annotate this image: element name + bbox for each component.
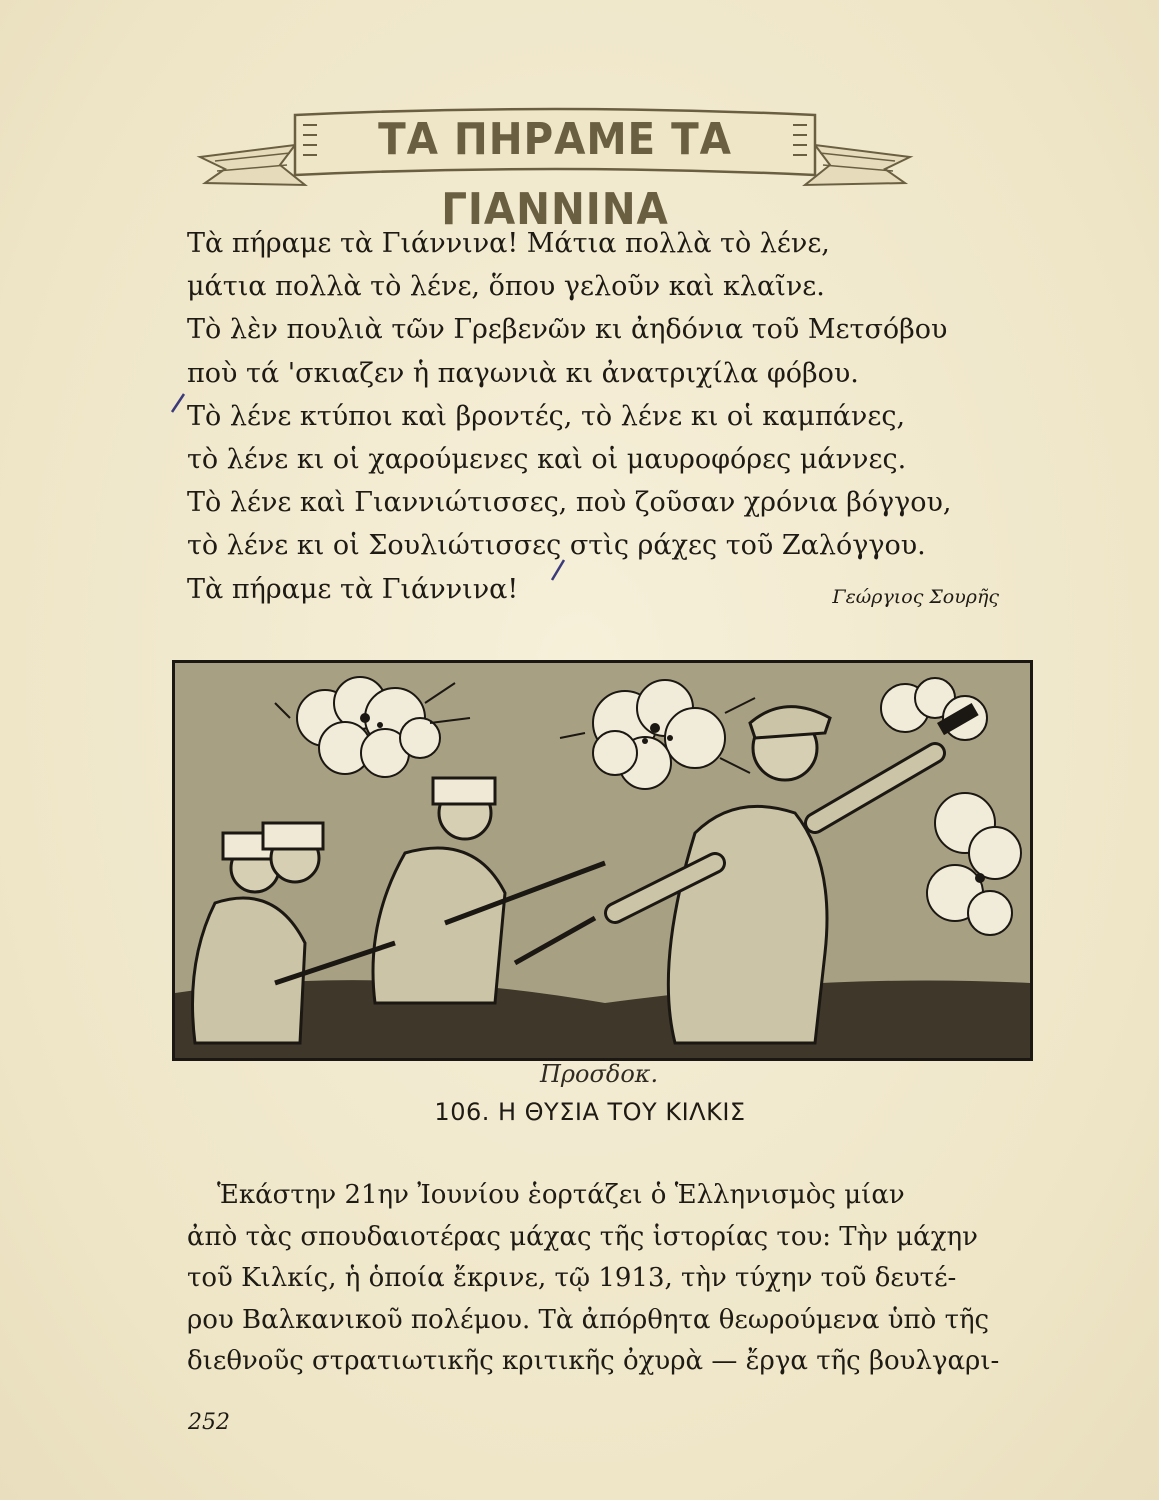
poem-line: τὸ λένε κι οἱ χαρούμενες καὶ οἱ μαυροφόρες μάννες. (187, 443, 907, 475)
poem-line: Τὸ λένε καὶ Γιαννιώτισσες, ποὺ ζοῦσαν χρόνια βόγγου, (187, 487, 952, 519)
body-line: τοῦ Κιλκίς, ἡ ὁποία ἔκρινε, τῷ 1913, τὴν τύχην τοῦ δευτέ- (187, 1263, 957, 1293)
poem-line: Τὰ πήραμε τὰ Γιάννινα! (187, 573, 519, 605)
body-line: ἀπὸ τὰς σπουδαιοτέρας μάχας τῆς ἱστορίας του: Τὴν μάχην (187, 1221, 978, 1252)
poem-line: ποὺ τά 'σκιαζεν ἡ παγωνιὰ κι ἀνατριχίλα φόβου. (187, 357, 859, 389)
poem-author: Γεώργιος Σουρῆς (832, 586, 999, 608)
page-number: 252 (188, 1410, 230, 1435)
poem-line: τὸ λένε κι οἱ Σουλιώτισσες στὶς ράχες τοῦ Ζαλόγγου. (187, 530, 926, 562)
poem-line: μάτια πολλὰ τὸ λένε, ὅπου γελοῦν καὶ κλαῖνε. (187, 271, 825, 303)
battle-illustration (172, 660, 1033, 1061)
body-line: διεθνοῦς στρατιωτικῆς κριτικῆς ὀχυρὰ — ἔργα τῆς βουλγαρι- (187, 1346, 1000, 1376)
body-line: ρου Βαλκανικοῦ πολέμου. Τὰ ἀπόρθητα θεωρούμενα ὑπὸ τῆς (187, 1304, 990, 1335)
title-banner (195, 95, 915, 235)
poem-line: Τὰ πήραμε τὰ Γιάννινα! Μάτια πολλὰ τὸ λένε, (187, 228, 830, 259)
poem-line: Τὸ λὲν πουλιὰ τῶν Γρεβενῶν κι ἀηδόνια τοῦ Μετσόβου (187, 314, 948, 346)
page-title: ΤΑ ΠΗΡΑΜΕ ΤΑ ΓΙΑΝΝΙΝΑ (378, 114, 732, 235)
body-line: Ἑκάστην 21ην Ἰουνίου ἑορτάζει ὁ Ἑλληνισμὸς μίαν (217, 1180, 905, 1210)
handwritten-note: Προσδοκ. (540, 1060, 659, 1088)
pen-mark-icon (548, 558, 568, 582)
pen-mark-icon (168, 392, 188, 414)
illustration-graphic (175, 663, 1030, 1058)
section-body (187, 1175, 1027, 1383)
poem-line: Τὸ λένε κτύποι καὶ βροντές, τὸ λένε κι οἱ καμπάνες, (187, 400, 906, 432)
poem (187, 222, 1017, 611)
section-heading: 106. Η ΘΥΣΙΑ ΤΟΥ ΚΙΛΚΙΣ (434, 1098, 746, 1126)
